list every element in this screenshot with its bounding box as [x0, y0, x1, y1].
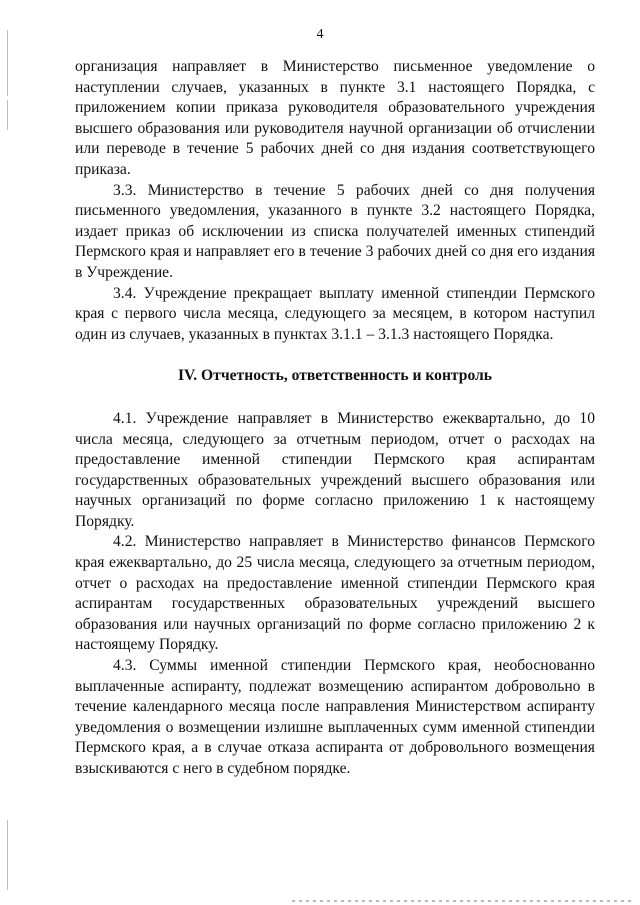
document-body — [75, 57, 595, 780]
paragraph-3-2-continuation: организация направляет в Министерство письменное уведомление о наступлении случаев, указанных в пункте 3.1 настоящего Порядка, с приложением копии приказа руководителя образовательного учреждения высшего образования или руководителя научной организации об отчислении или переводе в течение 5 рабочих дней со дня издания соответствующего приказа. — [75, 58, 595, 178]
paragraph-4-3: 4.3. Суммы именной стипендии Пермского края, необоснованно выплаченные аспиранту, подлежат возмещению аспирантом добровольно в течение календарного месяца после направления Министерством аспиранту уведомления о возмещении излишне выплаченных сумм именной стипендии Пермского края, а в случае отказа аспиранта от добровольного возмещения взыскиваются с него в судебном порядке. — [75, 657, 595, 777]
section-heading: IV. Отчетность, ответственность и контроль — [177, 367, 493, 385]
paragraph-3-4: 3.4. Учреждение прекращает выплату именной стипендии Пермского края с первого числа месяца, следующего за месяцем, в котором наступил один из случаев, указанных в пунктах 3.1.1 – 3.1.3 настоящего Порядка. — [75, 284, 595, 343]
paragraph-3-3: 3.3. Министерство в течение 5 рабочих дней со дня получения письменного уведомления, указанного в пункте 3.2 настоящего Порядка, издает приказ об исключении из списка получателей именных стипендий Пермского края и направляет его в течение 3 рабочих дней со дня его издания в Учреждение. — [75, 181, 595, 281]
scan-margin-line-middle — [7, 100, 8, 130]
scan-margin-line-bottom — [7, 820, 8, 890]
scan-artifact-dots — [292, 900, 632, 902]
page-number: 4 — [316, 27, 324, 42]
paragraph-4-2: 4.2. Министерство направляет в Министерство финансов Пермского края ежеквартально, до 25 числа месяца, следующего за отчетным периодом, отчет о расходах на предоставление именной стипендии Пермского края аспирантам государственных образовательных учреждений высшего образования или научных организаций по форме согласно приложению 2 к настоящему Порядку. — [75, 533, 595, 654]
paragraph-4-1: 4.1. Учреждение направляет в Министерство ежеквартально, до 10 числа месяца, следующего за отчетным периодом, отчет о расходах на предоставление именной стипендии Пермского края аспирантам государственных образовательных учреждений высшего образования или научных организаций по форме согласно приложению 1 к настоящему Порядку. — [75, 409, 595, 530]
